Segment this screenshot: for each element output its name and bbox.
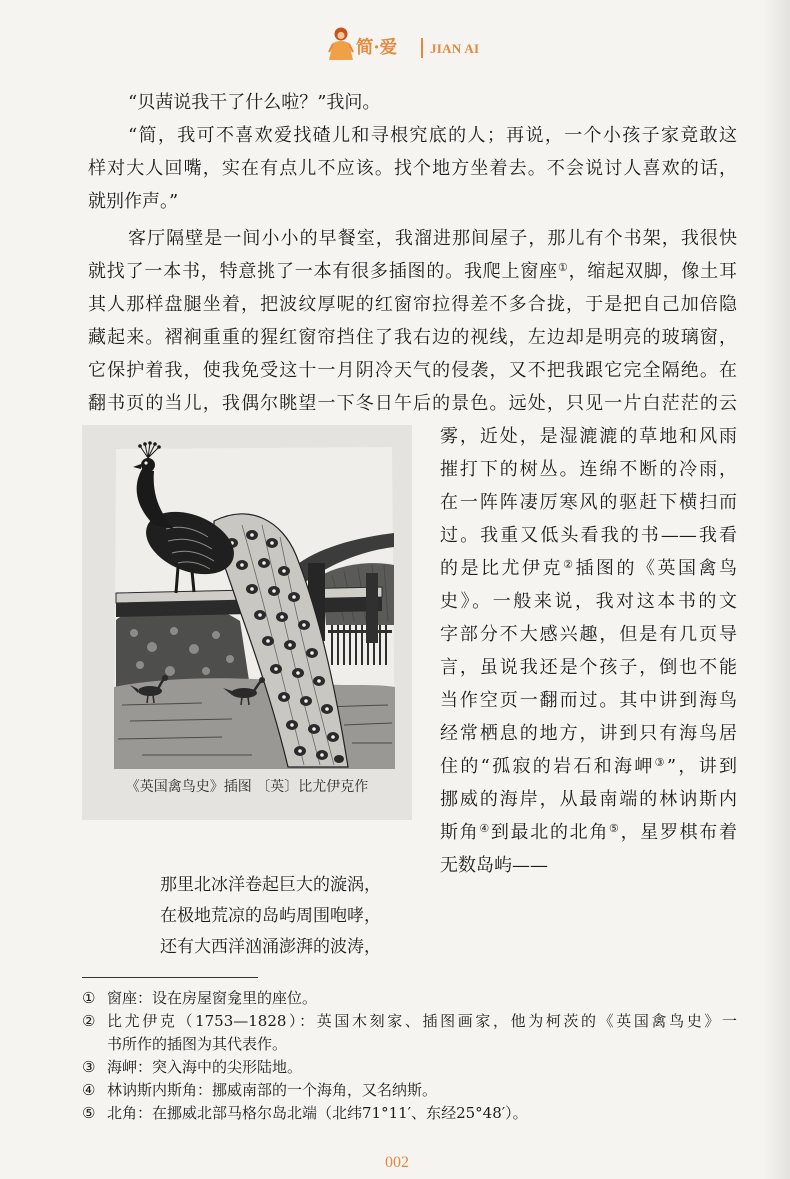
text-line: 经常栖息的地方，讲到只有海鸟居 bbox=[440, 723, 737, 744]
page-edge-shadow bbox=[762, 0, 790, 1179]
footnote-2 bbox=[82, 1010, 737, 1033]
footnote-1 bbox=[82, 987, 737, 1010]
footnote-text: 林讷斯内斯角：挪威南部的一个海角，又名纳斯。 bbox=[107, 1081, 438, 1099]
poem-line: 那里北冰洋卷起巨大的漩涡， bbox=[160, 875, 381, 895]
footnote-text: 比尤伊克（1753—1828）：英国木刻家、插图画家，他为柯茨的《英国禽鸟史》一 bbox=[107, 1012, 737, 1030]
text-line: 挪威的海岸，从最南端的林讷斯内 bbox=[440, 789, 737, 810]
poem-quote bbox=[160, 870, 580, 963]
footnote-text: 北角：在挪威北部马格尔岛北端（北纬71°11′、东经25°48′）。 bbox=[107, 1104, 528, 1122]
running-subtitle: JIAN AI bbox=[430, 41, 480, 56]
text-line: 言，虽说我还是个孩子，倒也不能 bbox=[440, 657, 737, 678]
footnote-divider bbox=[82, 977, 258, 978]
poem-line: 还有大西洋汹涌澎湃的波涛， bbox=[160, 937, 381, 957]
text-line: 就别作声。” bbox=[88, 191, 179, 212]
footnote-ref: ② bbox=[563, 558, 576, 571]
text-line: 字部分不大感兴趣，但是有几页导 bbox=[440, 624, 737, 645]
footnote-ref: ① bbox=[557, 261, 569, 274]
footnotes bbox=[82, 987, 737, 1125]
text-line: 在一阵阵凄厉寒风的驱赶下横扫而 bbox=[440, 492, 737, 513]
text-line: 就找了一本书，特意挑了一本有很多插图的。我爬上窗座①，缩起双脚，像土耳 bbox=[88, 261, 737, 282]
running-title: 简·爱 bbox=[356, 38, 398, 58]
footnote-2-continued bbox=[82, 1033, 737, 1056]
text-line: 的是比尤伊克②插图的《英国禽鸟 bbox=[440, 558, 737, 579]
body-text-top bbox=[88, 86, 737, 420]
text-line: 住的“孤寂的岩石和海岬③”，讲到 bbox=[440, 756, 737, 777]
footnote-marker: ⑤ bbox=[82, 1104, 96, 1122]
girl-figure-icon bbox=[328, 26, 354, 62]
text-line: “贝茜说我干了什么啦？”我问。 bbox=[128, 92, 381, 113]
text-line: 斯角④到最北的北角⑤，星罗棋布着 bbox=[440, 822, 737, 843]
text-line: 摧打下的树丛。连绵不断的冷雨， bbox=[440, 459, 737, 480]
footnote-ref: ⑤ bbox=[609, 822, 621, 835]
text-line: 当作空页一翻而过。其中讲到海鸟 bbox=[440, 690, 737, 711]
text-line: 其人那样盘腿坐着，把波纹厚呢的红窗帘拉得差不多合拢，于是把自己加倍隐 bbox=[88, 294, 737, 315]
footnote-marker: ④ bbox=[82, 1081, 96, 1099]
footnote-text: 书所作的插图为其代表作。 bbox=[107, 1035, 288, 1053]
footnote-3 bbox=[82, 1056, 737, 1079]
text-line: 藏起来。褶裥重重的猩红窗帘挡住了我右边的视线，左边却是明亮的玻璃窗， bbox=[88, 327, 737, 348]
text-line: 样对大人回嘴，实在有点儿不应该。找个地方坐着去。不会说讨人喜欢的话， bbox=[88, 158, 737, 179]
footnote-ref: ③ bbox=[654, 756, 667, 769]
text-line: 翻书页的当儿，我偶尔眺望一下冬日午后的景色。远处，只见一片白茫茫的云 bbox=[88, 393, 737, 414]
poem-line: 在极地荒凉的岛屿周围咆哮， bbox=[160, 906, 381, 926]
footnote-5 bbox=[82, 1102, 737, 1125]
page-number: 002 bbox=[385, 1154, 409, 1171]
footnote-text: 海岬：突入海中的尖形陆地。 bbox=[107, 1058, 303, 1076]
peacock-illustration bbox=[82, 425, 412, 770]
body-text-right bbox=[440, 420, 737, 882]
figure-caption: 《英国禽鸟史》插图 〔英〕比尤伊克作 bbox=[125, 779, 369, 795]
text-line: 客厅隔壁是一间小小的早餐室，我溜进那间屋子，那儿有个书架，我很快 bbox=[128, 228, 737, 249]
text-line: 雾，近处，是湿漉漉的草地和风雨 bbox=[440, 426, 737, 447]
text-line: 它保护着我，使我免受这十一月阴冷天气的侵袭，又不把我跟它完全隔绝。在 bbox=[88, 360, 737, 381]
footnote-marker: ③ bbox=[82, 1058, 96, 1076]
footnote-4 bbox=[82, 1079, 737, 1102]
text-line: “简，我可不喜欢爱找碴儿和寻根究底的人；再说，一个小孩子家竟敢这 bbox=[128, 125, 737, 146]
illustration-figure bbox=[82, 425, 412, 820]
footnote-ref: ④ bbox=[479, 822, 491, 835]
text-line: 过。我重又低头看我的书——我看 bbox=[440, 525, 737, 546]
text-line: 史》。一般来说，我对这本书的文 bbox=[440, 591, 737, 612]
footnote-marker: ① bbox=[82, 989, 96, 1007]
header-separator bbox=[421, 38, 423, 58]
text-line: 无数岛屿—— bbox=[440, 855, 548, 876]
footnote-marker: ② bbox=[82, 1012, 96, 1030]
footnote-text: 窗座：设在房屋窗龛里的座位。 bbox=[107, 989, 318, 1007]
